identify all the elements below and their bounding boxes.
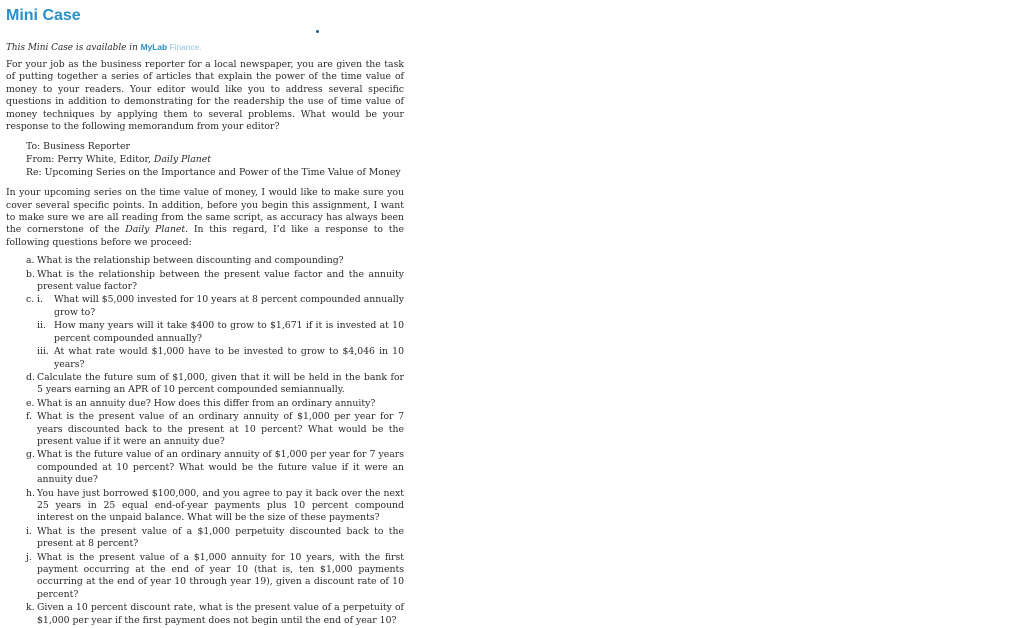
question-marker: b. bbox=[26, 268, 35, 280]
subquestion-text: What will $5,000 invested for 10 years at 8 percent compounded annually grow to? bbox=[54, 294, 404, 318]
intro-paragraph: For your job as the business reporter for a local newspaper, you are given the task of putting together a series of articles that explain the power of the time value of money to your readers. Your editor would like you to address several specific questions in addition to demonstrating for the readership the use of time value of money techniques by applying them to several problems. What would be your response to the following memorandum from your editor? bbox=[6, 59, 404, 133]
question-marker: j. bbox=[26, 551, 32, 563]
subquestion-text: At what rate would $1,000 have to be invested to grow to $4,046 in 10 years? bbox=[54, 346, 404, 370]
memo-from-paper: Daily Planet bbox=[153, 154, 212, 166]
question-k bbox=[26, 602, 404, 627]
memo-re: Re: Upcoming Series on the Importance and Power of the Time Value of Money bbox=[26, 166, 401, 178]
question-marker: h. bbox=[26, 487, 35, 499]
question-c bbox=[26, 294, 404, 370]
mini-case-heading: Mini Case bbox=[6, 7, 81, 24]
mini-case-page bbox=[6, 4, 404, 628]
subquestion-marker: i. bbox=[37, 294, 43, 306]
question-f bbox=[26, 411, 404, 448]
question-marker: i. bbox=[26, 525, 32, 537]
brand-part1: MyLab bbox=[140, 42, 168, 52]
question-text: Calculate the future sum of $1,000, given that it will be held in the bank for 5 years earning an APR of 10 percent compounded semiannually. bbox=[37, 371, 404, 396]
question-b bbox=[26, 269, 404, 294]
question-j bbox=[26, 552, 404, 602]
question-marker: g. bbox=[26, 449, 35, 461]
question-i bbox=[26, 526, 404, 551]
question-text: What is the present value of a $1,000 perpetuity discounted back to the present at 8 percent? bbox=[37, 525, 404, 550]
memo-from-text: From: Perry White, Editor, bbox=[26, 154, 154, 166]
availability-line bbox=[6, 41, 404, 54]
question-h bbox=[26, 488, 404, 525]
question-marker: d. bbox=[26, 371, 35, 383]
question-text: What is the present value of a $1,000 annuity for 10 years, with the first payment occurring at the end of year 10 (that is, ten $1,000 payments occurring at the end of year 10 through year 19), given a discount rate of 10 percent? bbox=[37, 551, 404, 600]
mylab-finance-logo bbox=[141, 42, 202, 52]
memo-to: To: Business Reporter bbox=[26, 141, 130, 153]
question-g bbox=[26, 449, 404, 486]
question-c-sublist bbox=[37, 294, 404, 370]
memo-body-part1: In your upcoming series on the time value of money, I would like to make sure you cover several specific points. In addition, before you begin this assignment, I want to make sure we are all reading from the same script, as accuracy has always been the cornerstone of the bbox=[6, 187, 404, 236]
question-c-iii bbox=[37, 346, 404, 371]
question-list bbox=[6, 255, 404, 627]
subquestion-text: How many years will it take $400 to grow to $1,671 if it is invested at 10 percent compounded annually? bbox=[54, 320, 404, 344]
subquestion-marker: iii. bbox=[37, 346, 49, 358]
memo-from bbox=[26, 154, 404, 167]
memo-body-part2: . In this regard, I’d like a response to the following questions before we proceed: bbox=[6, 224, 404, 248]
question-a bbox=[26, 255, 404, 267]
brand-part2: Finance. bbox=[169, 42, 202, 52]
question-marker: k. bbox=[26, 602, 35, 614]
question-text: What is the present value of an ordinary annuity of $1,000 per year for 7 years discounted back to the present at 10 percent? What would be the present value if it were an annuity due? bbox=[37, 411, 404, 447]
question-e bbox=[26, 398, 404, 410]
question-text: What is the future value of an ordinary annuity of $1,000 per year for 7 years compounded at 10 percent? What would be the future value if it were an annuity due? bbox=[37, 449, 404, 486]
subquestion-marker: ii. bbox=[37, 320, 46, 332]
question-text: What is an annuity due? How does this differ from an ordinary annuity? bbox=[37, 397, 376, 409]
memo-body bbox=[6, 187, 404, 249]
question-marker: e. bbox=[26, 397, 35, 409]
memo-header bbox=[26, 141, 404, 179]
question-text: What is the relationship between the present value factor and the annuity present value factor? bbox=[37, 268, 404, 293]
question-text: You have just borrowed $100,000, and you agree to pay it back over the next 25 years in 25 equal end-of-year payments plus 10 percent compound interest on the unpaid balance. What will be the size of these payments? bbox=[37, 487, 404, 524]
question-c-i bbox=[37, 294, 404, 319]
question-marker: f. bbox=[26, 411, 33, 423]
availability-text: This Mini Case is available in bbox=[6, 43, 138, 53]
memo-body-paper: Daily Planet bbox=[125, 224, 186, 236]
question-c-ii bbox=[37, 320, 404, 345]
question-d bbox=[26, 372, 404, 397]
question-marker: c. bbox=[26, 294, 35, 306]
question-text: What is the relationship between discounting and compounding? bbox=[37, 255, 344, 267]
question-text: Given a 10 percent discount rate, what is the present value of a perpetuity of $1,000 per year if the first payment does not begin until the end of year 10? bbox=[37, 602, 404, 626]
question-marker: a. bbox=[26, 255, 35, 267]
